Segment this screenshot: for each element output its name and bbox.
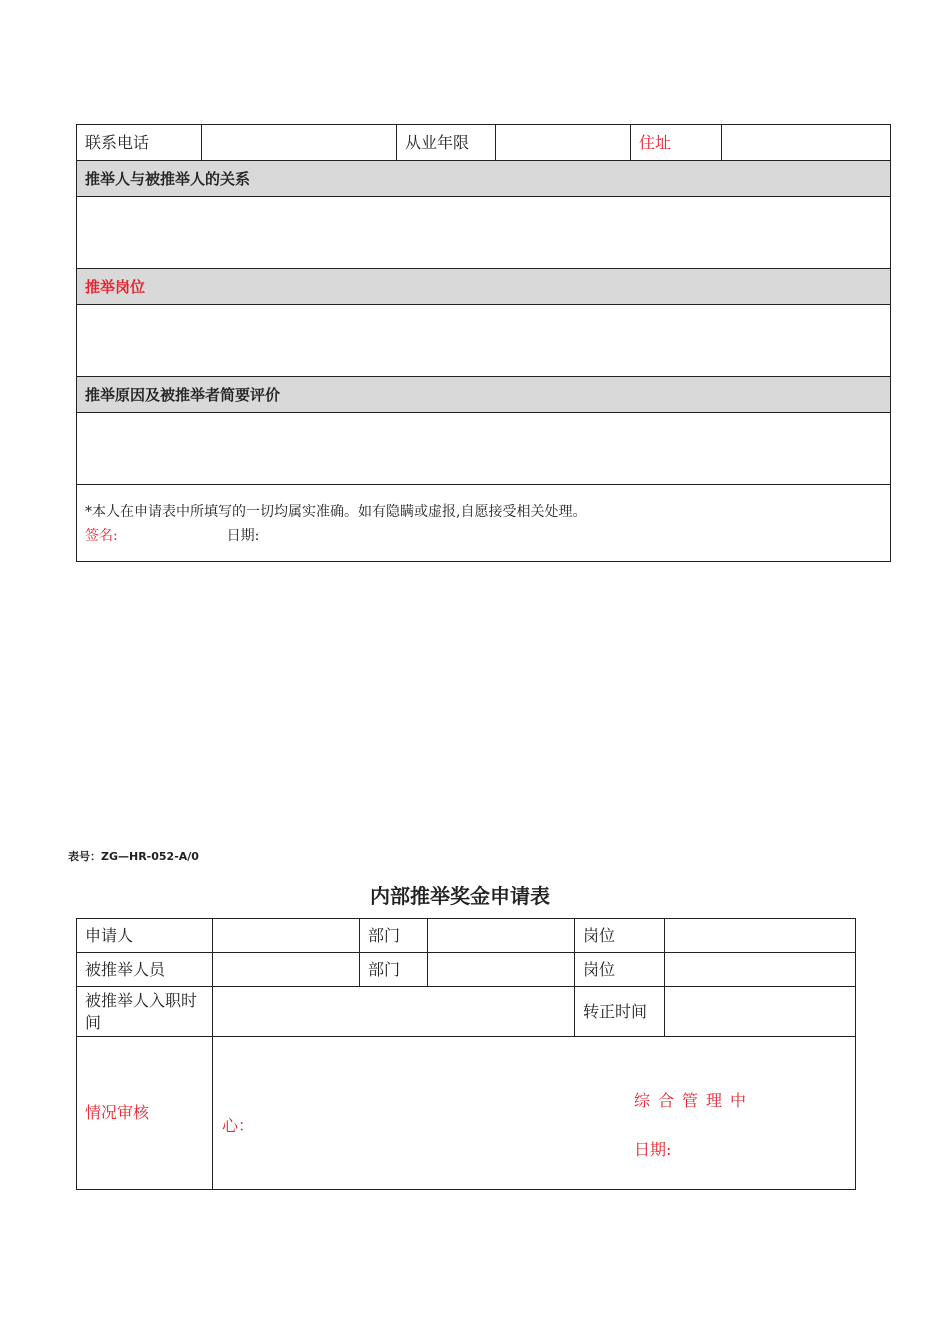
declaration-cell bbox=[77, 485, 891, 562]
relation-header: 推举人与被推举人的关系 bbox=[77, 161, 891, 197]
form-title: 内部推举奖金申请表 bbox=[370, 884, 550, 908]
reason-header: 推举原因及被推举者简要评价 bbox=[77, 377, 891, 413]
applicant-field[interactable] bbox=[213, 919, 360, 953]
phone-field[interactable] bbox=[202, 125, 397, 161]
years-field[interactable] bbox=[496, 125, 631, 161]
regular-time-label: 转正时间 bbox=[575, 987, 665, 1037]
position-label: 岗位 bbox=[575, 919, 665, 953]
entry-time-label: 被推举人入职时间 bbox=[77, 987, 213, 1037]
department-field[interactable] bbox=[428, 919, 575, 953]
address-label: 住址 bbox=[631, 125, 722, 161]
recommendation-form bbox=[76, 124, 891, 562]
nominee-label: 被推举人员 bbox=[77, 953, 213, 987]
position-field[interactable] bbox=[77, 305, 891, 377]
bonus-application-form bbox=[76, 918, 856, 1190]
applicant-label: 申请人 bbox=[77, 919, 213, 953]
form-code: 表号：ZG—HR-052-A/0 bbox=[68, 850, 199, 863]
center-label-line2: 心： bbox=[222, 1116, 255, 1135]
relation-field[interactable] bbox=[77, 197, 891, 269]
nominee-department-label: 部门 bbox=[360, 953, 428, 987]
signature-label: 签名: bbox=[85, 528, 118, 544]
center-label-line1: 综合管理中 bbox=[634, 1091, 755, 1110]
nominee-position-field[interactable] bbox=[665, 953, 856, 987]
nominee-field[interactable] bbox=[213, 953, 360, 987]
reason-field[interactable] bbox=[77, 413, 891, 485]
department-label: 部门 bbox=[360, 919, 428, 953]
nominee-position-label: 岗位 bbox=[575, 953, 665, 987]
phone-label: 联系电话 bbox=[77, 125, 202, 161]
regular-time-field[interactable] bbox=[665, 987, 856, 1037]
nominee-department-field[interactable] bbox=[428, 953, 575, 987]
review-field[interactable] bbox=[213, 1037, 856, 1190]
position-field-2[interactable] bbox=[665, 919, 856, 953]
declaration-text: *本人在申请表中所填写的一切均属实准确。如有隐瞒或虚报,自愿接受相关处理。 bbox=[85, 504, 587, 520]
signature-row bbox=[85, 524, 882, 548]
address-field[interactable] bbox=[722, 125, 891, 161]
entry-time-field[interactable] bbox=[213, 987, 575, 1037]
position-header: 推举岗位 bbox=[77, 269, 891, 305]
review-label: 情况审核 bbox=[77, 1037, 213, 1190]
years-label: 从业年限 bbox=[397, 125, 496, 161]
review-date-label: 日期: bbox=[634, 1140, 672, 1159]
date-label: 日期: bbox=[226, 528, 260, 544]
